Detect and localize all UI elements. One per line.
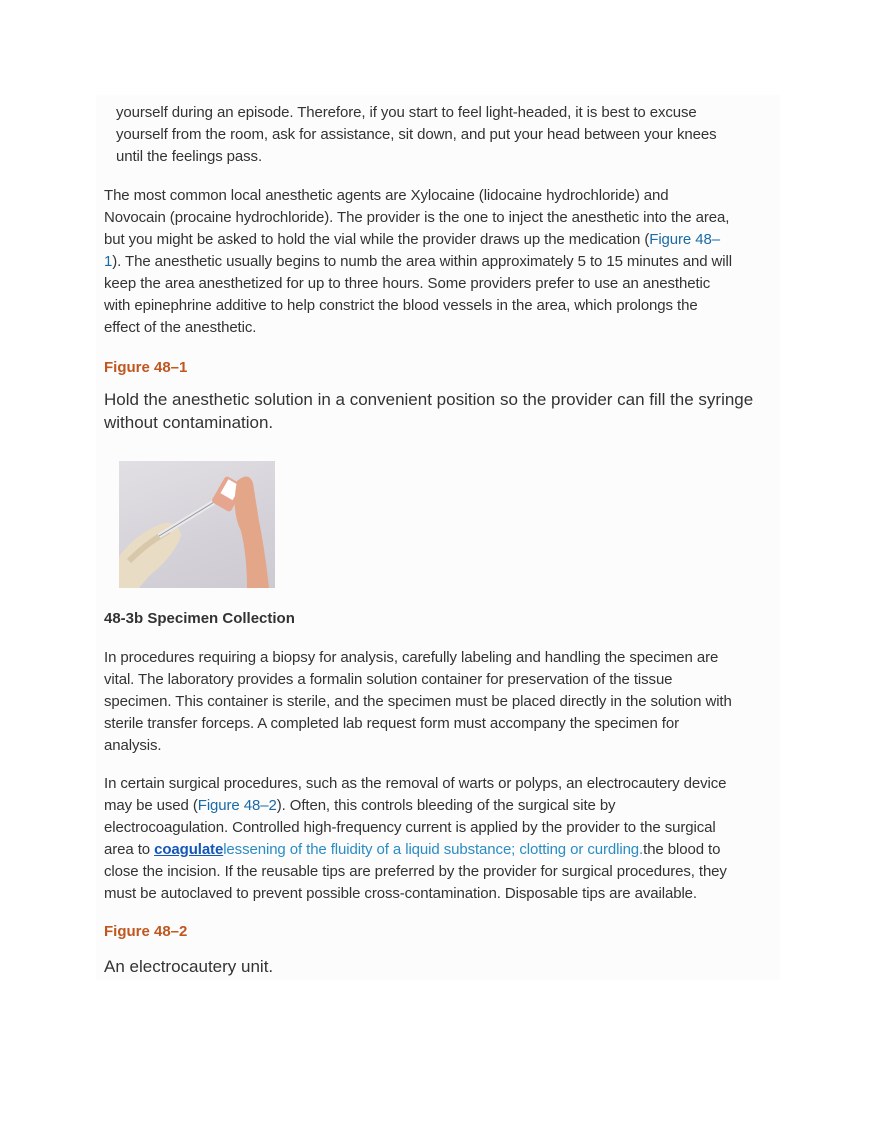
text: ). The anesthetic usually begins to numb the area within approximately 5 to 15 minutes and will bbox=[112, 253, 732, 270]
caption-line: Hold the anesthetic solution in a convenient position so the provider can fill the syringe bbox=[104, 390, 754, 409]
text-line: Novocain (procaine hydrochloride). The provider is the one to inject the anesthetic into the area, bbox=[104, 209, 730, 226]
figure-48-2-label: Figure 48–2 bbox=[104, 923, 188, 940]
text-line: In procedures requiring a biopsy for analysis, carefully labeling and handling the specimen are bbox=[104, 649, 719, 666]
text: may be used ( bbox=[104, 797, 198, 814]
paragraph-anesthetic-agents bbox=[104, 185, 732, 339]
section-heading: 48-3b Specimen Collection bbox=[104, 610, 295, 627]
text-line: until the feelings pass. bbox=[116, 148, 263, 165]
paragraph-electrocautery bbox=[104, 773, 727, 905]
caption-line: without contamination. bbox=[104, 413, 274, 432]
text-line: effect of the anesthetic. bbox=[104, 319, 257, 336]
text-line: In certain surgical procedures, such as the removal of warts or polyps, an electrocautery device bbox=[104, 775, 727, 792]
text-line bbox=[104, 839, 727, 861]
figure-48-1-caption bbox=[104, 388, 753, 434]
text-line: specimen. This container is sterile, and the specimen must be placed directly in the solution with bbox=[104, 693, 732, 710]
text-line: must be autoclaved to prevent possible cross-contamination. Disposable tips are available. bbox=[104, 885, 697, 902]
text-line bbox=[104, 251, 732, 273]
text-line: keep the area anesthetized for up to three hours. Some providers prefer to use an anesthetic bbox=[104, 275, 711, 292]
figure-48-2-link[interactable]: Figure 48–2 bbox=[197, 797, 277, 814]
figure-48-1-link[interactable]: Figure 48– bbox=[649, 231, 720, 248]
text: the blood to bbox=[643, 841, 721, 858]
text-line: vital. The laboratory provides a formalin solution container for preservation of the tissue bbox=[104, 671, 673, 688]
glossary-term-link[interactable]: coagulate bbox=[154, 841, 224, 858]
text-line bbox=[104, 795, 727, 817]
figure-48-1-image bbox=[119, 461, 275, 588]
text: area to bbox=[104, 841, 155, 858]
paragraph-continuation bbox=[116, 102, 717, 168]
text-line: yourself during an episode. Therefore, if you start to feel light-headed, it is best to excuse bbox=[116, 104, 697, 121]
text-line bbox=[104, 229, 732, 251]
paragraph-specimen bbox=[104, 647, 732, 757]
text-line: with epinephrine additive to help constrict the blood vessels in the area, which prolongs the bbox=[104, 297, 698, 314]
text-line: analysis. bbox=[104, 737, 162, 754]
text-line: yourself from the room, ask for assistance, sit down, and put your head between your knees bbox=[116, 126, 717, 143]
figure-48-1-label: Figure 48–1 bbox=[104, 359, 188, 376]
figure-48-1-link-cont[interactable]: 1 bbox=[104, 253, 113, 270]
figure-48-2-caption: An electrocautery unit. bbox=[104, 957, 274, 976]
text-line: close the incision. If the reusable tips are preferred by the provider for surgical procedures, they bbox=[104, 863, 727, 880]
syringe-vial-illustration bbox=[119, 461, 275, 588]
text-line: electrocoagulation. Controlled high-frequency current is applied by the provider to the surgical bbox=[104, 819, 716, 836]
text: but you might be asked to hold the vial while the provider draws up the medication ( bbox=[104, 231, 650, 248]
text-line: sterile transfer forceps. A completed lab request form must accompany the specimen for bbox=[104, 715, 680, 732]
text-line: The most common local anesthetic agents are Xylocaine (lidocaine hydrochloride) and bbox=[104, 187, 669, 204]
text: ). Often, this controls bleeding of the surgical site by bbox=[276, 797, 616, 814]
glossary-definition: lessening of the fluidity of a liquid substance; clotting or curdling. bbox=[223, 841, 644, 858]
